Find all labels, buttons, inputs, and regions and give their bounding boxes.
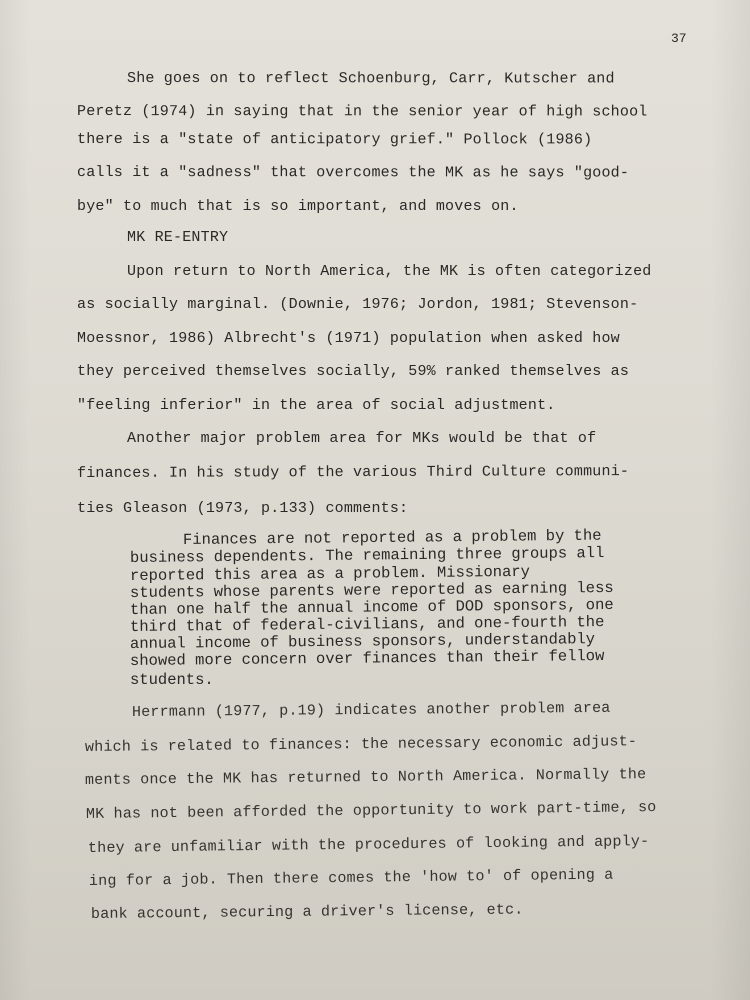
text-line: as socially marginal. (Downie, 1976; Jordon, 1981; Stevenson-: [77, 296, 639, 313]
quote-line: showed more concern over finances than their fellow: [129, 647, 605, 670]
text-line: Peretz (1974) in saying that in the senior year of high school: [76, 103, 648, 121]
quote-line: annual income of business sponsors, understandably: [129, 630, 596, 653]
text-line: which is related to finances: the necessary economic adjust-: [84, 733, 638, 756]
text-line: Another major problem area for MKs would be that of: [127, 430, 597, 447]
section-heading: MK RE-ENTRY: [127, 229, 229, 246]
quote-line: students.: [130, 671, 214, 689]
text-line: MK has not been afforded the opportunity to work part-time, so: [85, 799, 657, 823]
page-shadow-left: [0, 0, 30, 1000]
text-line: they perceived themselves socially, 59% ranked themselves as: [77, 363, 630, 380]
quote-line: Finances are not reported as a problem by the: [182, 526, 602, 549]
page-number: 37: [671, 31, 687, 46]
text-line: ments once the MK has returned to North America. Normally the: [84, 766, 647, 789]
text-line: bye" to much that is so important, and moves on.: [77, 198, 519, 215]
text-line: there is a "state of anticipatory grief." Pollock (1986): [76, 131, 593, 149]
text-line: finances. In his study of the various Third Culture communi-: [76, 463, 630, 482]
quote-line: students whose parents were reported as earning less: [129, 578, 614, 602]
text-line: "feeling inferior" in the area of social adjustment.: [77, 397, 556, 414]
text-line: bank account, securing a driver's license, etc.: [90, 901, 524, 923]
text-line: ties Gleason (1973, p.133) comments:: [77, 500, 409, 517]
quote-line: than one half the annual income of DOD sponsors, one: [129, 595, 614, 619]
quote-line: business dependents. The remaining three groups all: [129, 544, 605, 567]
text-line: ing for a job. Then there comes the 'how to' of opening a: [88, 866, 614, 890]
text-line: Moessnor, 1986) Albrecht's (1971) population when asked how: [77, 330, 620, 347]
text-line: calls it a "sadness" that overcomes the MK as he says "good-: [76, 164, 630, 182]
text-line: Herrmann (1977, p.19) indicates another problem area: [131, 699, 611, 721]
quote-line: reported this area as a problem. Missionary: [129, 562, 531, 585]
page-shadow-right: [710, 0, 750, 1000]
text-line: they are unfamiliar with the procedures of looking and apply-: [87, 833, 650, 857]
quote-line: third that of federal-civilians, and one-fourth the: [129, 613, 605, 636]
text-line: She goes on to reflect Schoenburg, Carr, Kutscher and: [126, 70, 615, 88]
text-line: Upon return to North America, the MK is often categorized: [127, 263, 652, 280]
